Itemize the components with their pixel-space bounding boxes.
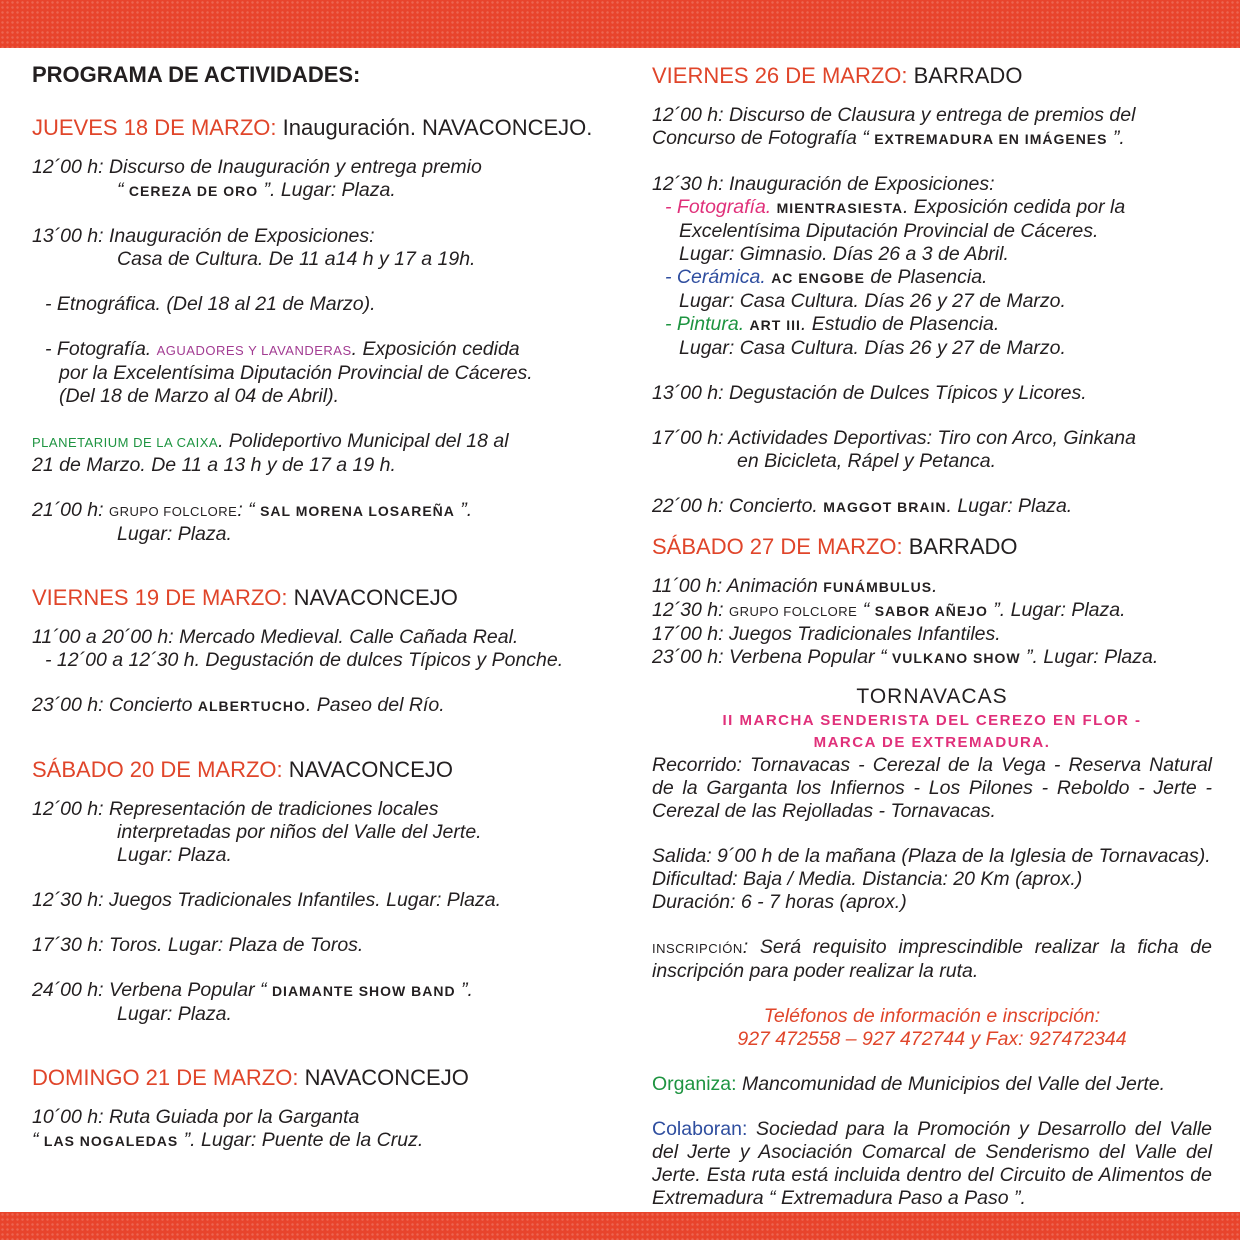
event-line <box>32 1129 607 1153</box>
day-label: SÁBADO 27 DE MARZO: <box>652 534 903 559</box>
event-line <box>32 499 607 523</box>
tornavacas-title: TORNAVACAS <box>856 685 1008 708</box>
bottom-decorative-band <box>0 1212 1240 1240</box>
event-text: ”. <box>455 979 473 1001</box>
top-decorative-band <box>0 0 1240 48</box>
registration-info <box>652 936 1212 983</box>
exhibition-name: MIENTRASIESTA <box>776 200 903 216</box>
event-line: interpretadas por niños del Valle del Jerte. <box>117 821 482 843</box>
event-text: 23´00 h: Verbena Popular “ <box>652 646 892 668</box>
phone-heading: Teléfonos de información e inscripción: <box>763 1005 1101 1027</box>
marcha-title-line-2: MARCA DE EXTREMADURA. <box>813 734 1051 751</box>
event-line: por la Excelentísima Diputación Provincial de Cáceres. <box>59 362 533 384</box>
program-heading: PROGRAMA DE ACTIVIDADES: <box>32 62 361 87</box>
event-text: de Plasencia. <box>864 266 988 288</box>
day-heading-jueves <box>32 114 607 142</box>
event-line <box>32 430 607 454</box>
exhibition-name: AGUADORES Y LAVANDERAS <box>156 343 352 358</box>
event-line: Casa de Cultura. De 11 a14 h y 17 a 19h. <box>117 248 476 270</box>
route-name: LAS NOGALEDAS <box>43 1133 179 1149</box>
left-column <box>32 62 607 1153</box>
duration-info: Duración: 6 - 7 horas (aprox.) <box>652 891 907 913</box>
exhibition-type: - Fotografía. <box>665 196 777 218</box>
day-place: NAVACONCEJO <box>298 1065 469 1090</box>
event-line: Lugar: Casa Cultura. Días 26 y 27 de Marzo. <box>679 290 1066 312</box>
event-text: 23´00 h: Concierto <box>32 694 198 716</box>
event-text: . Estudio de Plasencia. <box>800 313 1000 335</box>
event-line: en Bicicleta, Rápel y Petanca. <box>737 450 997 472</box>
event-text: ”. Lugar: Plaza. <box>987 599 1126 621</box>
organizer-line <box>652 1073 1212 1096</box>
group-type: GRUPO FOLCLORE <box>728 604 858 619</box>
event-text: . Lugar: Plaza. <box>946 495 1073 517</box>
band-name: VULKANO SHOW <box>891 650 1021 666</box>
event-line: Lugar: Plaza. <box>117 523 232 545</box>
group-name: SABOR AÑEJO <box>874 603 988 619</box>
event-text: “ <box>857 599 875 621</box>
event-text: ”. Lugar: Puente de la Cruz. <box>178 1129 424 1151</box>
day-label: VIERNES 19 DE MARZO: <box>32 585 288 610</box>
event-text: : “ <box>237 499 261 521</box>
right-column <box>652 62 1212 1210</box>
event-line <box>652 313 1212 337</box>
award-name: CEREZA DE ORO <box>128 183 259 199</box>
event-line: 12´30 h: Juegos Tradicionales Infantiles. Lugar: Plaza. <box>32 889 501 911</box>
registration-label: INSCRIPCIÓN <box>652 941 743 956</box>
event-text: ”. <box>454 499 473 521</box>
event-line: Lugar: Plaza. <box>117 1003 232 1025</box>
event-line <box>652 266 1212 290</box>
event-line <box>652 196 1212 220</box>
day-label: JUEVES 18 DE MARZO: <box>32 115 277 140</box>
event-line: 10´00 h: Ruta Guiada por la Garganta <box>32 1106 360 1128</box>
event-line <box>652 495 1212 519</box>
event-line: (Del 18 de Marzo al 04 de Abril). <box>59 385 339 407</box>
event-text: ”. Lugar: Plaza. <box>258 179 396 201</box>
event-line <box>32 979 607 1003</box>
event-line: Lugar: Gimnasio. Días 26 a 3 de Abril. <box>679 243 1009 265</box>
event-line <box>652 646 1212 670</box>
band-name: DIAMANTE SHOW BAND <box>271 983 456 999</box>
day-heading-viernes-26 <box>652 62 1212 90</box>
event-line <box>32 338 607 362</box>
event-text: Concurso de Fotografía “ <box>652 127 875 149</box>
route-description: Recorrido: Tornavacas - Cerezal de la Vega - Reserva Natural de la Garganta los Infiernos - Los Pilones - Reboldo - Jerte - Cerezal de las Rejolladas - Tornavacas. <box>652 754 1212 822</box>
event-text: ”. <box>1107 127 1125 149</box>
exhibition-name: AC ENGOBE <box>771 270 865 286</box>
group-type: GRUPO FOLCLORE <box>108 504 238 519</box>
event-text: 11´00 h: Animación <box>652 575 824 597</box>
exhibition-name: ART III <box>749 317 801 333</box>
event-line: 12´00 h: Representación de tradiciones locales <box>32 798 439 820</box>
band-name: ALBERTUCHO <box>197 698 306 714</box>
day-label: VIERNES 26 DE MARZO: <box>652 63 908 88</box>
event-text: . Exposición cedida <box>351 338 520 360</box>
departure-info: Salida: 9´00 h de la mañana (Plaza de la Iglesia de Tornavacas). <box>652 845 1211 867</box>
registration-text: : Será requisito imprescindible realizar la ficha de inscripción para poder realizar la ruta. <box>652 936 1212 982</box>
event-line: 13´00 h: Degustación de Dulces Típicos y Licores. <box>652 382 1087 404</box>
day-place: BARRADO <box>907 63 1023 88</box>
exhibition-type: - Pintura. <box>665 313 750 335</box>
event-line: Excelentísima Diputación Provincial de Cáceres. <box>679 220 1099 242</box>
marcha-title-line-1: II MARCHA SENDERISTA DEL CEREZO EN FLOR - <box>722 712 1142 729</box>
event-line <box>652 575 1212 599</box>
event-line <box>32 179 607 203</box>
event-text: . Polideportivo Municipal del 18 al <box>218 430 509 452</box>
collaborators-line <box>652 1118 1212 1210</box>
event-text: 21´00 h: <box>32 499 109 521</box>
band-name: MAGGOT BRAIN <box>823 499 947 515</box>
organizer-text: Mancomunidad de Municipios del Valle del Jerte. <box>736 1073 1166 1095</box>
event-line: Lugar: Casa Cultura. Días 26 y 27 de Marzo. <box>679 337 1066 359</box>
collaborators-text: Sociedad para la Promoción y Desarrollo del Valle del Jerte y Asociación Comarcal de Senderismo del Valle del Jerte. Esta ruta está incluida dentro del Circuito de Alimentos de Extremadura “ Extremadura Paso a Paso ”. <box>652 1118 1212 1209</box>
planetarium-name: PLANETARIUM DE LA CAIXA <box>32 435 219 450</box>
event-line: 12´30 h: Inauguración de Exposiciones: <box>652 173 995 195</box>
day-label: DOMINGO 21 DE MARZO: <box>32 1065 299 1090</box>
event-line: Lugar: Plaza. <box>117 844 232 866</box>
event-line: - Etnográfica. (Del 18 al 21 de Marzo). <box>45 293 376 315</box>
collaborators-label: Colaboran: <box>652 1118 748 1140</box>
event-text: 22´00 h: Concierto. <box>652 495 824 517</box>
event-text: 24´00 h: Verbena Popular “ <box>32 979 272 1001</box>
event-line: 11´00 a 20´00 h: Mercado Medieval. Calle Cañada Real. <box>32 626 519 648</box>
contest-name: EXTREMADURA EN IMÁGENES <box>874 131 1108 147</box>
event-line: - 12´00 a 12´30 h. Degustación de dulces Típicos y Ponche. <box>45 649 564 671</box>
event-line: 17´00 h: Actividades Deportivas: Tiro con Arco, Ginkana <box>652 427 1136 449</box>
day-heading-viernes-19 <box>32 584 607 612</box>
event-line <box>32 694 607 718</box>
group-name: SAL MORENA LOSAREÑA <box>260 503 455 519</box>
day-heading-sabado-20 <box>32 756 607 784</box>
day-label: SÁBADO 20 DE MARZO: <box>32 757 283 782</box>
day-heading-sabado-27 <box>652 533 1212 561</box>
event-text: - Fotografía. <box>45 338 157 360</box>
event-line <box>652 599 1212 623</box>
quote: “ <box>32 1129 44 1151</box>
day-place: NAVACONCEJO <box>287 585 458 610</box>
event-line: 17´00 h: Juegos Tradicionales Infantiles. <box>652 623 1001 645</box>
day-place: NAVACONCEJO <box>282 757 453 782</box>
event-text: 12´30 h: <box>652 599 729 621</box>
difficulty-info: Dificultad: Baja / Media. Distancia: 20 Km (aprox.) <box>652 868 1083 890</box>
exhibition-type: - Cerámica. <box>665 266 772 288</box>
event-text: . Paseo del Río. <box>305 694 445 716</box>
event-text: . <box>932 575 938 597</box>
quote: “ <box>117 179 129 201</box>
event-line: 13´00 h: Inauguración de Exposiciones: <box>32 225 375 247</box>
event-line: 21 de Marzo. De 11 a 13 h y de 17 a 19 h. <box>32 454 396 476</box>
event-line: 12´00 h: Discurso de Clausura y entrega de premios del <box>652 104 1136 126</box>
event-text: ”. Lugar: Plaza. <box>1020 646 1159 668</box>
day-heading-domingo-21 <box>32 1064 607 1092</box>
event-line <box>652 127 1212 151</box>
event-line: 17´30 h: Toros. Lugar: Plaza de Toros. <box>32 934 364 956</box>
organizer-label: Organiza: <box>652 1073 737 1095</box>
event-line: 12´00 h: Discurso de Inauguración y entrega premio <box>32 156 482 178</box>
day-place: Inauguración. NAVACONCEJO. <box>276 115 593 140</box>
phone-numbers: 927 472558 – 927 472744 y Fax: 927472344 <box>737 1028 1127 1050</box>
day-place: BARRADO <box>902 534 1018 559</box>
event-text: . Exposición cedida por la <box>902 196 1126 218</box>
performer-name: FUNÁMBULUS <box>823 579 933 595</box>
